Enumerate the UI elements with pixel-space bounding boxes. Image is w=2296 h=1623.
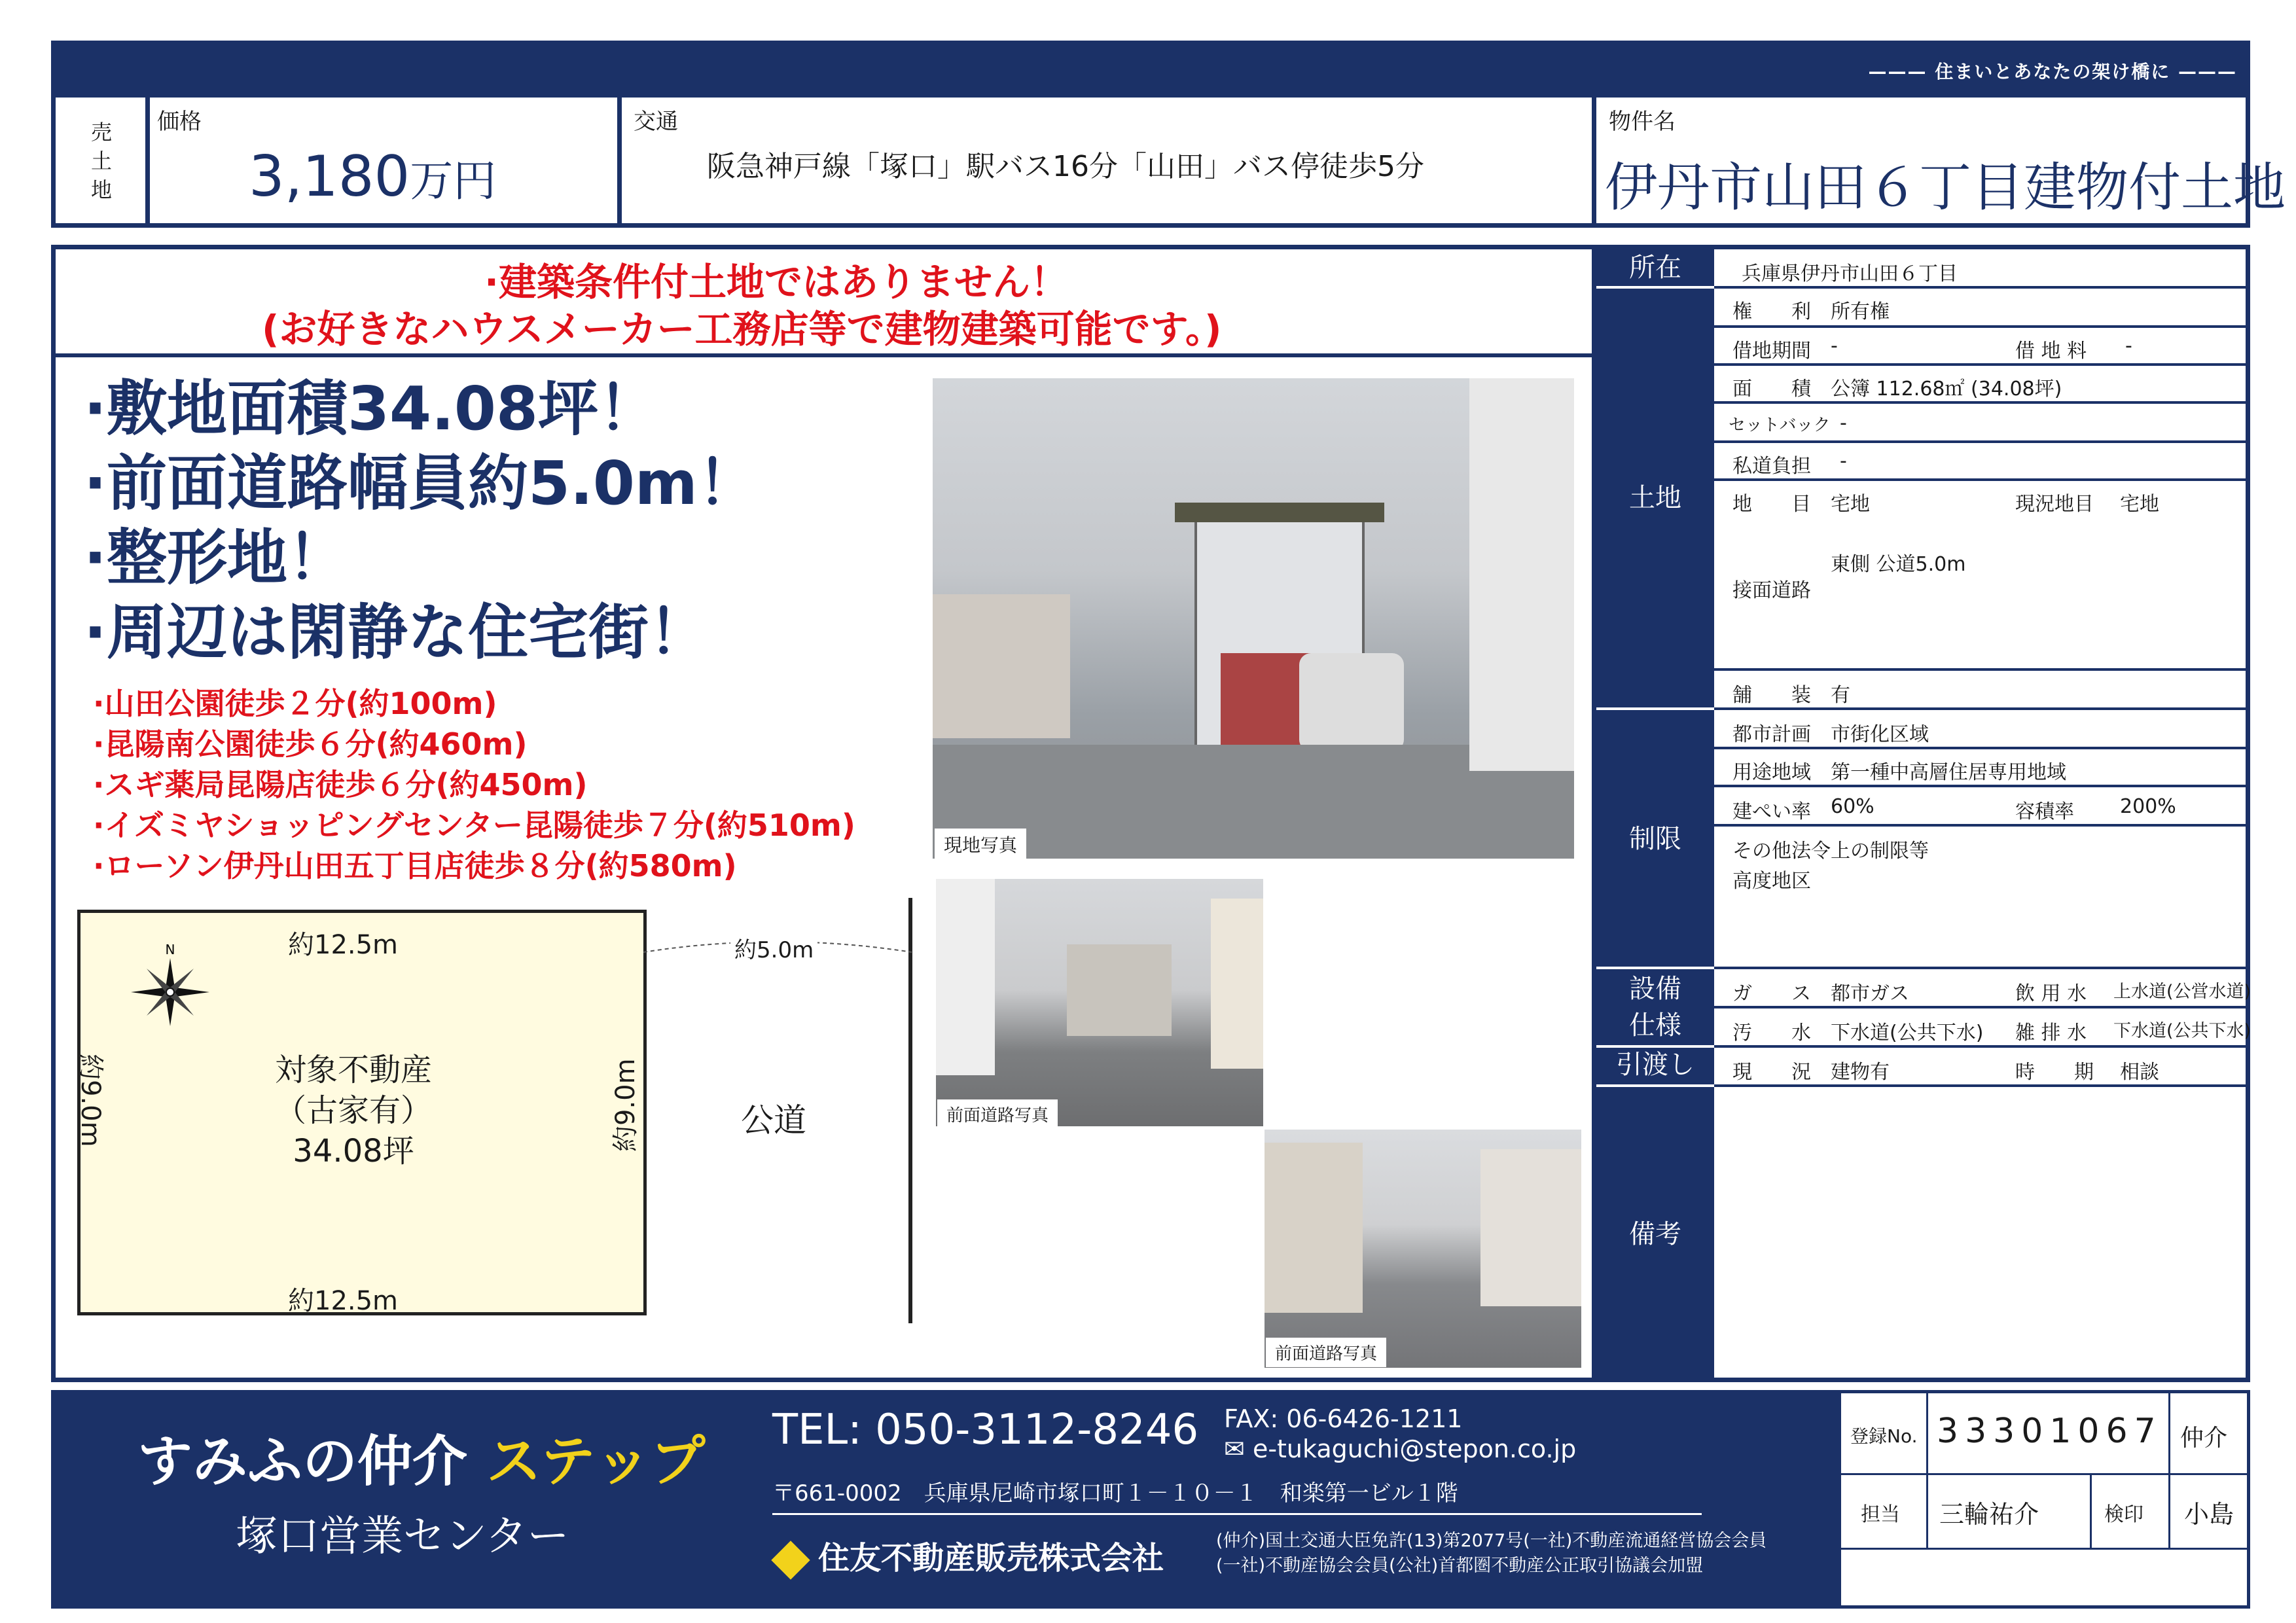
area-value: 公簿 112.68㎡ (34.08坪): [1831, 378, 2062, 401]
gas-value: 都市ガス: [1831, 982, 1909, 1005]
property-label: 物件名: [1609, 109, 1676, 135]
road-photo-2-caption: 前面道路写真: [1266, 1338, 1386, 1367]
drain-value: 下水道(公共下水): [2113, 1021, 2251, 1041]
coverage-label: 建ぺい率: [1732, 800, 1811, 823]
rights-label: 権 利: [1732, 300, 1811, 323]
location-value: 兵庫県伊丹市山田６丁目: [1742, 262, 1958, 285]
other-restriction-label: その他法令上の制限等: [1732, 840, 1929, 863]
license-line-1: (仲介)国土交通大臣免許(13)第2077号(一社)不動産流通経営協会会員: [1216, 1531, 1767, 1551]
private-road-value: -: [1840, 450, 1847, 473]
plot-center-text: 対象不動産 （古家有） 34.08坪: [274, 1052, 432, 1169]
details-panel: [1592, 245, 2250, 1382]
notice-line-2: (お好きなハウスメーカー工務店等で建物建築可能です。): [262, 307, 1222, 351]
lease-fee-label: 借 地 料: [2015, 340, 2087, 363]
staff-label: 担当: [1861, 1503, 1900, 1526]
highlights-list: [84, 372, 758, 670]
registration-box: [1838, 1390, 2250, 1609]
top-band: [51, 41, 2250, 94]
sewage-label: 汚 水: [1732, 1022, 1811, 1044]
road-photo-1-caption: 前面道路写真: [937, 1099, 1058, 1129]
mail-icon: ✉: [1224, 1435, 1245, 1463]
header-divider-3: [1592, 93, 1596, 228]
label-facility: 設備 仕様: [1629, 974, 1681, 1041]
road-access-label: 接面道路: [1732, 579, 1811, 602]
property-name: 伊丹市山田６丁目建物付土地: [1605, 157, 2286, 218]
reg-number: 33301067: [1937, 1412, 2162, 1451]
category-vertical: 売 土 地: [90, 120, 112, 202]
plot-bottom-dim: 約12.5m: [288, 1286, 399, 1316]
highlight-item: ·敷地面積34.08坪！: [84, 374, 658, 444]
setback-value: -: [1840, 412, 1847, 435]
staff-name: 三輪祐介: [1939, 1500, 2039, 1529]
notice-divider: [51, 353, 1602, 357]
email-address[interactable]: e-tukaguchi@stepon.co.jp: [1252, 1435, 1577, 1463]
label-location: 所在: [1629, 253, 1681, 283]
zoning-label: 用途地域: [1732, 761, 1811, 784]
highlight-item: ·周辺は閑静な住宅街！: [84, 597, 709, 668]
far-label: 容積率: [2015, 800, 2074, 823]
paving-value: 有: [1831, 684, 1850, 707]
highlight-item: ·前面道路幅員約5.0m！: [84, 448, 758, 518]
plot-top-dim: 約12.5m: [288, 930, 399, 960]
notice-line-1: ·建築条件付土地ではありません！: [484, 260, 1069, 304]
far-value: 200%: [2120, 795, 2176, 818]
road-width-label: 約5.0m: [730, 932, 817, 964]
road-label: 公道: [741, 1101, 806, 1139]
category-label: 地 目: [1732, 493, 1811, 516]
label-land: 土地: [1629, 483, 1681, 513]
stamp-name: 小島: [2184, 1500, 2234, 1529]
label-handover: 引渡し: [1616, 1050, 1695, 1080]
setback-label: セットバック: [1729, 416, 1831, 435]
timing-value: 相談: [2120, 1061, 2159, 1084]
road-access-value: 東側 公道5.0m: [1831, 553, 1966, 576]
footer-rule: [772, 1513, 1702, 1515]
details-content: [1714, 249, 2251, 1378]
water-label: 飲 用 水: [2015, 982, 2087, 1005]
address: 〒661-0002 兵庫県尼崎市塚口町１－１０－１ 和楽第一ビル１階: [772, 1480, 1458, 1507]
nearby-item: ·昆陽南公園徒歩６分(約460m): [93, 726, 528, 762]
site-photo-caption: 現地写真: [935, 829, 1026, 860]
nearby-item: ·ローソン伊丹山田五丁目店徒歩８分(約580m): [93, 848, 737, 883]
reg-label: 登録No.: [1850, 1425, 1918, 1447]
site-photo: [933, 378, 1574, 859]
current-category-value: 宅地: [2120, 493, 2159, 516]
fax-number: FAX: 06-6426-1211: [1224, 1404, 1463, 1433]
plot-left-dim: 約9.0m: [75, 1054, 105, 1147]
broker-type: 仲介: [2180, 1425, 2228, 1452]
header-divider-2: [617, 93, 622, 228]
city-plan-value: 市街化区域: [1831, 723, 1929, 746]
nearby-item: ·スギ薬局昆陽店徒歩６分(約450m): [93, 767, 588, 802]
nearby-list: [93, 683, 855, 886]
label-restriction: 制限: [1629, 824, 1681, 854]
drain-label: 雑 排 水: [2015, 1022, 2087, 1044]
highlight-item: ·整形地！: [84, 523, 348, 593]
price-label: 価格: [157, 109, 202, 135]
status-label: 現 況: [1732, 1061, 1811, 1084]
rights-value: 所有権: [1831, 300, 1890, 323]
brand-logo: すみふの仲介 ステップ: [137, 1429, 706, 1493]
lease-fee-value: -: [2125, 334, 2132, 357]
header-divider-1: [145, 93, 150, 228]
status-value: 建物有: [1831, 1061, 1890, 1084]
tagline: ——— 住まいとあなたの架け橋に ———: [1868, 61, 2237, 82]
other-restriction-value: 高度地区: [1732, 870, 1811, 893]
category-value: 宅地: [1831, 493, 1870, 516]
price-value: 3,180万円: [249, 144, 497, 209]
gas-label: ガ ス: [1732, 982, 1811, 1005]
coverage-value: 60%: [1831, 795, 1874, 818]
area-label: 面 積: [1732, 378, 1811, 401]
city-plan-label: 都市計画: [1732, 723, 1811, 746]
nearby-item: ·山田公園徒歩２分(約100m): [93, 686, 497, 721]
label-remarks: 備考: [1629, 1219, 1681, 1249]
branch-name: 塚口営業センター: [236, 1512, 569, 1561]
zoning-value: 第一種中高層住居専用地域: [1831, 761, 2066, 784]
nearby-item: ·イズミヤショッピングセンター昆陽徒歩７分(約510m): [93, 808, 855, 843]
private-road-label: 私道負担: [1732, 455, 1811, 478]
plot-right-dim: 約9.0m: [611, 1058, 641, 1152]
license-line-2: (一社)不動産協会会員(公社)首都圏不動産公正取引協議会加盟: [1216, 1556, 1704, 1576]
company-logo: 住友不動産販売株式会社: [772, 1533, 1164, 1578]
access-label: 交通: [634, 109, 678, 135]
water-value: 上水道(公営水道): [2113, 982, 2251, 1002]
lease-period-value: -: [1831, 334, 1838, 357]
lease-period-label: 借地期間: [1732, 340, 1811, 363]
access-text: 阪急神戸線「塚口」駅バス16分「山田」バス停徒歩5分: [707, 150, 1424, 183]
paving-label: 舗 装: [1732, 684, 1811, 707]
sumitomo-diamond-icon: [771, 1541, 810, 1579]
stamp-label: 検印: [2104, 1503, 2144, 1526]
road-photo-2: [1265, 1130, 1581, 1368]
current-category-label: 現況地目: [2015, 493, 2094, 516]
north-mark: N: [165, 942, 175, 957]
sewage-value: 下水道(公共下水): [1831, 1022, 1984, 1044]
email: [1224, 1435, 1576, 1463]
tel-number: TEL: 050-3112-8246: [772, 1406, 1199, 1454]
compass-icon: [124, 942, 216, 1041]
road-edge-line: [908, 898, 912, 1323]
timing-label: 時 期: [2015, 1061, 2094, 1084]
road-photo-1: [936, 879, 1263, 1126]
